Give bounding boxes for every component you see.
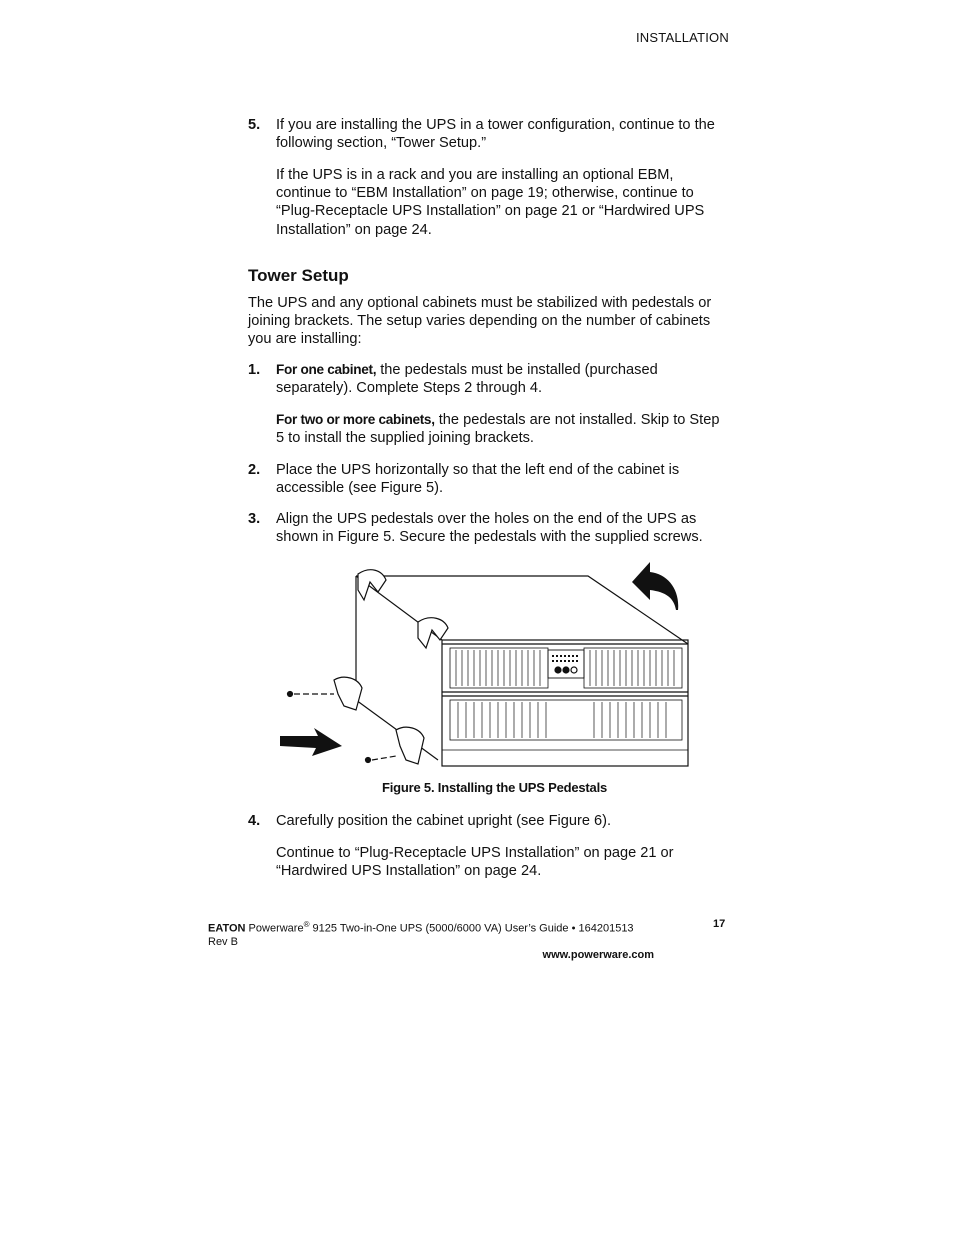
step-1-text [276, 361, 724, 397]
step-5-number: 5. [248, 117, 261, 133]
footer-website: www.powerware.com [542, 948, 654, 961]
section-title: Tower Setup [248, 266, 349, 285]
running-header: INSTALLATION [636, 30, 729, 45]
step-2-text: Place the UPS horizontally so that the left end of the cabinet is accessible (see Figure 5). [276, 462, 680, 497]
footer-product: Powerware [245, 922, 304, 935]
step-3-number: 3. [248, 511, 261, 527]
page-footer [208, 918, 654, 962]
section-intro: The UPS and any optional cabinets must be stabilized with pedestals or joining brackets. The setup varies depending on the number of cabinets you are installing: [248, 295, 712, 348]
footer-title: 9125 Two-in-One UPS (5000/6000 VA) User’s Guide • 164201513 Rev B [208, 922, 634, 948]
step-5-followup: If the UPS is in a rack and you are installing an optional EBM, continue to “EBM Installation” on page 19; otherwise, continue to “Plug-Receptacle UPS Installation” on page 21 or “Hardwired UPS Installation” on page 24. [276, 167, 705, 238]
step-1-number: 1. [248, 362, 261, 378]
footer-brand: EATON [208, 922, 246, 935]
step-1-alt [276, 411, 724, 447]
step-1-body-2: the pedestals are not installed. Skip to Step 5 to install the supplied joining brackets. [276, 412, 720, 447]
step-1-lead-2: For two or more cabinets, [276, 412, 435, 427]
step-2-number: 2. [248, 462, 261, 478]
step-4-text: Carefully position the cabinet upright (see Figure 6). [276, 813, 612, 829]
figure-caption: Figure 5. Installing the UPS Pedestals [382, 780, 608, 795]
ups-pedestal-figure [278, 560, 690, 775]
step-4-followup: Continue to “Plug-Receptacle UPS Installation” on page 21 or “Hardwired UPS Installation” on page 24. [276, 845, 674, 880]
page-number: 17 [713, 918, 726, 930]
step-1-lead: For one cabinet, [276, 362, 377, 377]
step-3-text: Align the UPS pedestals over the holes on the end of the UPS as shown in Figure 5. Secure the pedestals with the supplied screws. [276, 511, 703, 546]
footer-reg-mark: ® [303, 920, 310, 929]
step-4-number: 4. [248, 813, 261, 829]
step-5-text: If you are installing the UPS in a tower configuration, continue to the following section, “Tower Setup.” [276, 117, 715, 152]
step-1-body: the pedestals must be installed (purchased separately). Complete Steps 2 through 4. [276, 362, 658, 397]
